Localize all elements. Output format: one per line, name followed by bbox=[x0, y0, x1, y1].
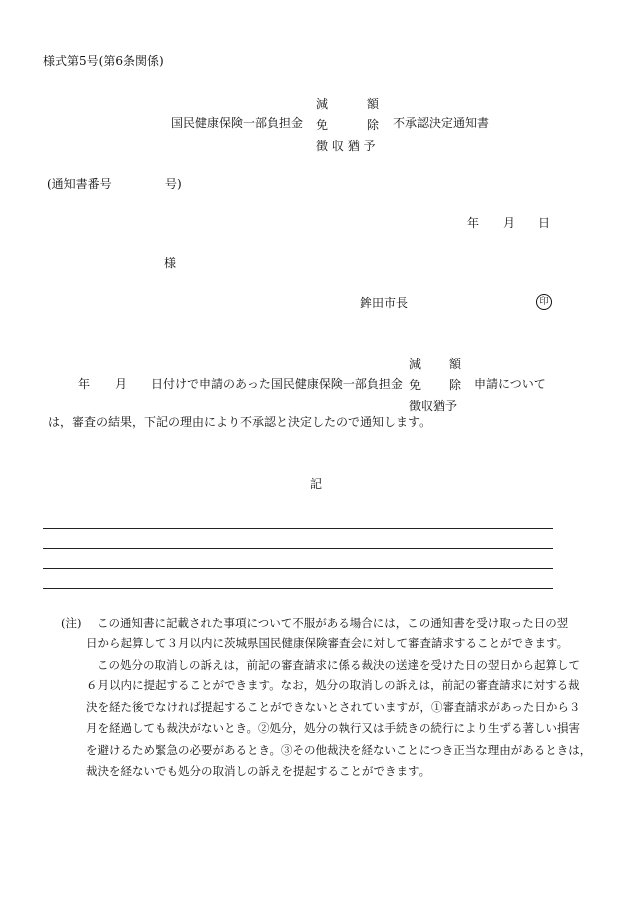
body-text-1: 日付けで申請のあった国民健康保険一部負担金 bbox=[151, 377, 403, 391]
title-choice-exempt-2: 除 bbox=[367, 118, 380, 132]
body-choice-reduce-2: 額 bbox=[449, 357, 462, 371]
reason-line bbox=[43, 588, 553, 589]
title-choice-defer: 徴 収 猶 予 bbox=[316, 139, 376, 153]
title-choice-reduce-1: 減 bbox=[316, 97, 329, 111]
notice-number-close: 号) bbox=[165, 177, 182, 191]
seal-mark: 印 bbox=[536, 294, 552, 310]
body-choice-reduce-1: 減 bbox=[409, 357, 422, 371]
body-year: 年 bbox=[78, 377, 91, 391]
notes-line: この通知書に記載された事項について不服がある場合には，この通知書を受け取った日の翌 bbox=[97, 616, 569, 630]
notes-line: 決を経た後でなければ提起することができないとされていますが，①審査請求があった日から３ bbox=[86, 700, 581, 714]
date-day: 日 bbox=[538, 216, 551, 230]
body-choice-col-right bbox=[449, 354, 461, 396]
reason-line bbox=[43, 548, 553, 549]
ki-heading: 記 bbox=[310, 477, 323, 491]
notes-line: ６月以内に提起することができます。なお，処分の取消しの訴えは，前記の審査請求に対する裁 bbox=[86, 678, 580, 692]
notice-number-open: (通知書番号 bbox=[47, 177, 112, 191]
notes-line: 日から起算して３月以内に茨城県国民健康保険審査会に対して審査請求することができます。 bbox=[86, 636, 569, 650]
body-month: 月 bbox=[115, 377, 128, 391]
title-choice-col-right bbox=[367, 94, 379, 136]
body-line-2: は，審査の結果，下記の理由により不承認と決定したので通知します。 bbox=[48, 415, 432, 429]
issuer-name: 鉾田市長 bbox=[360, 296, 409, 310]
body-choice-exempt-1: 免 bbox=[409, 378, 422, 392]
body-choice-defer: 徴収猶予 bbox=[409, 399, 458, 413]
title-choice-exempt-1: 免 bbox=[316, 118, 329, 132]
reason-line bbox=[43, 568, 553, 569]
addressee-suffix: 様 bbox=[164, 256, 177, 270]
notes-line: を避けるため緊急の必要があるとき。③その他裁決を経ないことにつき正当な理由があるときは， bbox=[86, 743, 592, 757]
title-prefix: 国民健康保険一部負担金 bbox=[171, 116, 304, 130]
title-choice-reduce-2: 額 bbox=[367, 97, 380, 111]
date-year: 年 bbox=[467, 216, 480, 230]
date-month: 月 bbox=[503, 216, 516, 230]
notes-line: 月を経過しても裁決がないとき。②処分，処分の執行又は手続きの続行により生ずる著しい損害 bbox=[86, 721, 581, 735]
body-text-2: 申請について bbox=[474, 377, 546, 391]
body-choice-exempt-2: 除 bbox=[449, 378, 462, 392]
reason-line bbox=[43, 528, 553, 529]
notes-line: この処分の取消しの訴えは，前記の審査請求に係る裁決の送達を受けた日の翌日から起算して bbox=[97, 658, 580, 672]
title-suffix: 不承認決定通知書 bbox=[393, 116, 490, 130]
form-number-label: 様式第5号(第6条関係) bbox=[43, 54, 164, 68]
notes-label: (注) bbox=[61, 616, 82, 630]
notes-line: 裁決を経ないでも処分の取消しの訴えを提起することができます。 bbox=[86, 764, 431, 778]
